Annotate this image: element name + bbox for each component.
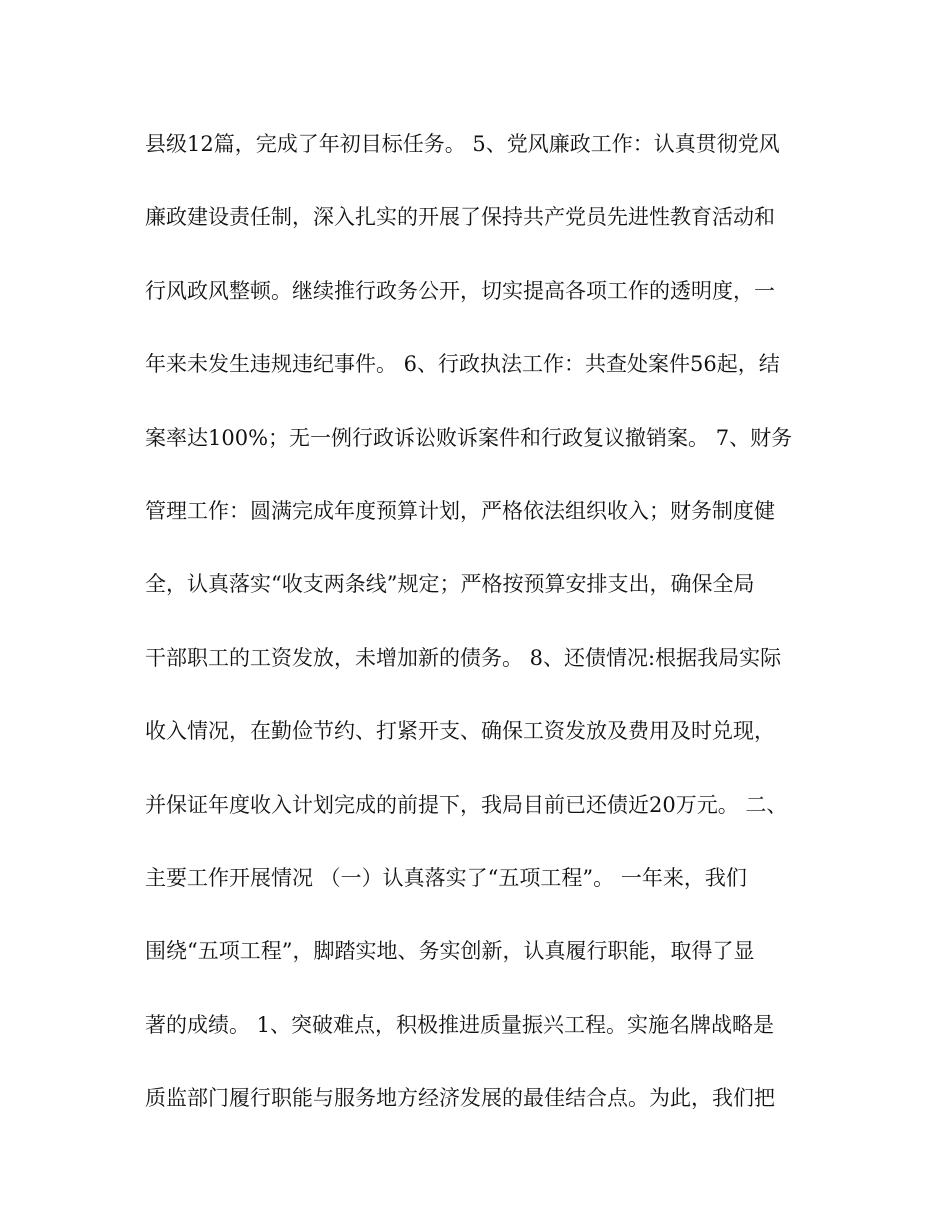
text-line: 管理工作：圆满完成年度预算计划，严格依法组织收入；财务制度健	[145, 498, 775, 523]
text-line: 行风政风整顿。继续推行政务公开，切实提高各项工作的透明度，一	[145, 278, 775, 303]
text-line: 全，认真落实“收支两条线”规定；严格按预算安排支出，确保全局	[145, 572, 755, 597]
text-line: 案率达100%；无一例行政诉讼败诉案件和行政复议撤销案。 7、财务	[145, 425, 793, 450]
text-line: 县级12篇，完成了年初目标任务。 5、党风廉政工作：认真贯彻党风	[145, 132, 780, 156]
text-line: 主要工作开展情况 （一）认真落实了“五项工程”。 一年来，我们	[145, 865, 747, 890]
text-line: 质监部门履行职能与服务地方经济发展的最佳结合点。为此，我们把	[145, 1086, 775, 1111]
text-line: 收入情况，在勤俭节约、打紧开支、确保工资发放及费用及时兑现，	[145, 719, 775, 744]
text-line: 干部职工的工资发放，未增加新的债务。 8、还债情况:根据我局实际	[145, 645, 782, 670]
text-line: 著的成绩。 1、突破难点，积极推进质量振兴工程。实施名牌战略是	[145, 1012, 775, 1037]
body-text	[145, 126, 810, 1153]
text-line: 并保证年度收入计划完成的前提下，我局目前已还债近20万元。 二、	[145, 792, 788, 817]
text-line: 围绕“五项工程”，脚踏实地、务实创新，认真履行职能，取得了显	[145, 939, 755, 964]
text-line: 年来未发生违规违纪事件。 6、行政执法工作：共查处案件56起，结	[145, 352, 780, 377]
text-line: 廉政建设责任制，深入扎实的开展了保持共产党员先进性教育活动和	[145, 205, 775, 230]
